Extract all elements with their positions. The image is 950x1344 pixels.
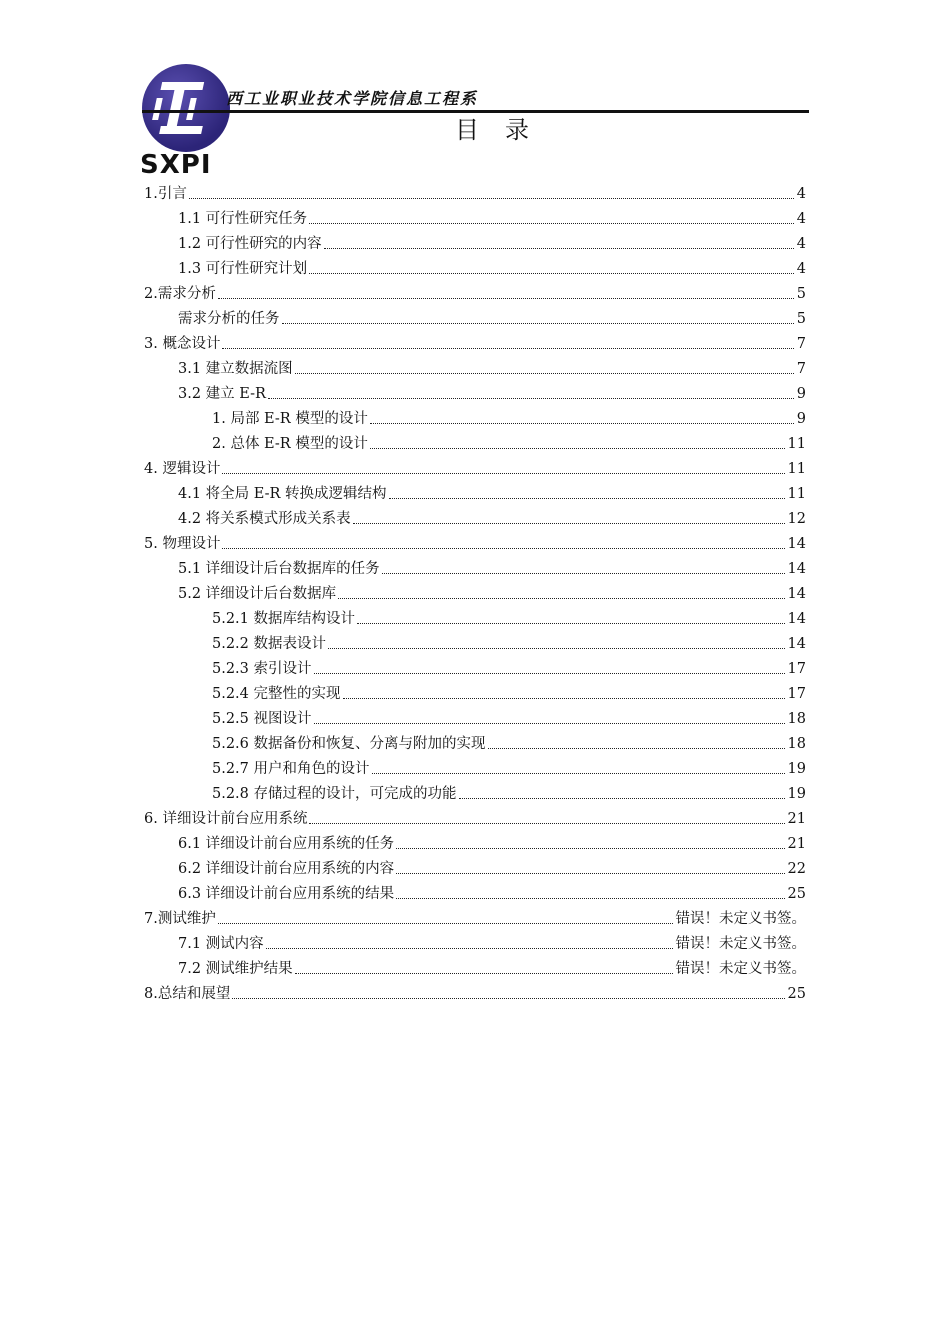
toc-leader	[232, 998, 784, 999]
toc-entry-page: 14	[787, 561, 806, 577]
toc-entry-label: 1. 局部 E-R 模型的设计	[212, 411, 368, 427]
toc-entry-page: 17	[787, 686, 806, 702]
toc-leader	[389, 498, 785, 499]
toc-entry-page: 14	[787, 536, 806, 552]
toc-leader	[328, 648, 785, 649]
toc-entry-label: 5.2.3 索引设计	[212, 661, 312, 677]
toc-entry[interactable]	[144, 457, 806, 479]
toc-leader	[314, 723, 785, 724]
toc-entry[interactable]	[212, 757, 806, 779]
toc-entry-label: 2.需求分析	[144, 286, 216, 302]
toc-entry-page: 14	[787, 636, 806, 652]
toc-entry-label: 1.1 可行性研究任务	[178, 211, 308, 227]
toc-entry[interactable]	[178, 582, 806, 604]
toc-entry-page: 19	[787, 761, 806, 777]
toc-entry-page: 14	[787, 586, 806, 602]
toc-entry-label: 1.2 可行性研究的内容	[178, 236, 322, 252]
toc-entry[interactable]	[178, 507, 806, 529]
toc-entry-page: 18	[787, 711, 806, 727]
toc-entry[interactable]	[178, 832, 806, 854]
toc-entry-page: 错误！未定义书签。	[675, 936, 806, 952]
toc-leader	[189, 198, 794, 199]
toc-leader	[396, 898, 784, 899]
toc-leader	[266, 948, 673, 949]
toc-entry-page: 5	[796, 286, 806, 302]
toc-entry[interactable]	[178, 857, 806, 879]
toc-entry-label: 5.2.4 完整性的实现	[212, 686, 341, 702]
toc-entry-page: 错误！未定义书签。	[675, 961, 806, 977]
toc-entry[interactable]	[178, 357, 806, 379]
toc-leader	[218, 923, 673, 924]
toc-entry-page: 14	[787, 611, 806, 627]
toc-leader	[324, 248, 794, 249]
toc-leader	[218, 298, 794, 299]
toc-entry-label: 6.1 详细设计前台应用系统的任务	[178, 836, 395, 852]
toc-leader	[222, 473, 784, 474]
toc-entry[interactable]	[144, 532, 806, 554]
toc-entry[interactable]	[212, 732, 806, 754]
toc-entry-label: 5.2.5 视图设计	[212, 711, 312, 727]
toc-entry-label: 5.2.8 存储过程的设计，可完成的功能	[212, 786, 457, 802]
toc-entry-page: 25	[787, 886, 806, 902]
toc-entry-label: 2. 总体 E-R 模型的设计	[212, 436, 368, 452]
toc-leader	[382, 573, 785, 574]
toc-entry-label: 5.2 详细设计后台数据库	[178, 586, 337, 602]
toc-entry-label: 8.总结和展望	[144, 986, 231, 1002]
toc-entry-label: 3.2 建立 E-R	[178, 386, 266, 402]
toc-leader	[222, 348, 793, 349]
toc-entry[interactable]	[212, 707, 806, 729]
toc-entry-label: 7.1 测试内容	[178, 936, 264, 952]
toc-entry[interactable]	[144, 332, 806, 354]
toc-entry-page: 4	[796, 211, 806, 227]
toc-entry-page: 7	[796, 361, 806, 377]
toc-entry[interactable]	[178, 932, 806, 954]
toc-leader	[309, 273, 794, 274]
toc-leader	[459, 798, 785, 799]
toc-leader	[268, 398, 794, 399]
toc-leader	[309, 823, 784, 824]
toc-leader	[309, 223, 794, 224]
toc-entry[interactable]	[212, 782, 806, 804]
toc-entry-page: 11	[787, 461, 806, 477]
toc-entry-page: 11	[787, 486, 806, 502]
toc-entry[interactable]	[212, 632, 806, 654]
toc-entry-page: 错误！未定义书签。	[675, 911, 806, 927]
toc-entry[interactable]	[144, 982, 806, 1004]
logo-text: SXPI	[140, 150, 212, 180]
toc-entry-label: 4. 逻辑设计	[144, 461, 221, 477]
toc-entry-page: 12	[787, 511, 806, 527]
toc-leader	[222, 548, 784, 549]
toc-entry[interactable]	[212, 657, 806, 679]
toc-entry[interactable]	[178, 257, 806, 279]
toc-entry-label: 3.1 建立数据流图	[178, 361, 293, 377]
toc-entry-label: 5.2.2 数据表设计	[212, 636, 327, 652]
toc-entry-page: 7	[796, 336, 806, 352]
toc-entry-page: 21	[787, 811, 806, 827]
toc-entry-label: 1.3 可行性研究计划	[178, 261, 308, 277]
toc-entry-page: 25	[787, 986, 806, 1002]
toc-entry[interactable]	[178, 882, 806, 904]
toc-entry[interactable]	[212, 407, 806, 429]
toc-entry-label: 5.1 详细设计后台数据库的任务	[178, 561, 380, 577]
toc-leader	[282, 323, 794, 324]
toc-leader	[343, 698, 785, 699]
toc-entry-label: 需求分析的任务	[178, 311, 280, 327]
toc-leader	[353, 523, 785, 524]
institution-name: 西工业职业技术学院信息工程系	[226, 89, 479, 108]
toc-leader	[370, 423, 794, 424]
toc-entry-page: 18	[787, 736, 806, 752]
toc-entry-label: 5.2.6 数据备份和恢复、分离与附加的实现	[212, 736, 486, 752]
toc-leader	[372, 773, 785, 774]
toc-entry-label: 5.2.7 用户和角色的设计	[212, 761, 370, 777]
toc-entry-label: 7.2 测试维护结果	[178, 961, 293, 977]
toc-entry[interactable]	[144, 282, 806, 304]
toc-title: 目录	[455, 116, 555, 144]
toc-entry-label: 5.2.1 数据库结构设计	[212, 611, 356, 627]
toc-entry[interactable]	[178, 482, 806, 504]
toc-entry-label: 3. 概念设计	[144, 336, 221, 352]
toc-entry[interactable]	[178, 232, 806, 254]
toc-leader	[295, 373, 794, 374]
toc-entry-label: 6. 详细设计前台应用系统	[144, 811, 308, 827]
toc-entry[interactable]	[178, 557, 806, 579]
toc-entry[interactable]	[178, 382, 806, 404]
toc-entry[interactable]	[144, 182, 806, 204]
toc-entry-page: 4	[796, 261, 806, 277]
toc-entry[interactable]	[144, 907, 806, 929]
toc-entry-page: 17	[787, 661, 806, 677]
toc-entry-page: 9	[796, 411, 806, 427]
toc-entry-label: 4.2 将关系模式形成关系表	[178, 511, 351, 527]
toc-entry[interactable]	[144, 807, 806, 829]
toc-entry-label: 7.测试维护	[144, 911, 216, 927]
toc-leader	[488, 748, 785, 749]
toc-leader	[396, 873, 784, 874]
toc-entry-label: 6.3 详细设计前台应用系统的结果	[178, 886, 395, 902]
toc-entry[interactable]	[212, 432, 806, 454]
toc-leader	[338, 598, 784, 599]
toc-entry[interactable]	[178, 957, 806, 979]
toc-entry-label: 1.引言	[144, 186, 187, 202]
toc-entry-label: 6.2 详细设计前台应用系统的内容	[178, 861, 395, 877]
toc-entry-page: 11	[787, 436, 806, 452]
toc-entry[interactable]	[178, 307, 806, 329]
toc-entry-label: 4.1 将全局 E-R 转换成逻辑结构	[178, 486, 387, 502]
toc-entry-page: 9	[796, 386, 806, 402]
toc-leader	[396, 848, 784, 849]
toc-leader	[370, 448, 785, 449]
toc-entry-page: 4	[796, 236, 806, 252]
toc-leader	[357, 623, 785, 624]
toc-entry[interactable]	[212, 682, 806, 704]
toc-entry-label: 5. 物理设计	[144, 536, 221, 552]
toc-leader	[295, 973, 673, 974]
toc-leader	[314, 673, 785, 674]
toc-entry[interactable]	[178, 207, 806, 229]
toc-entry-page: 19	[787, 786, 806, 802]
toc-entry-page: 21	[787, 836, 806, 852]
toc-entry-page: 4	[796, 186, 806, 202]
toc-entry[interactable]	[212, 607, 806, 629]
toc-entry-page: 5	[796, 311, 806, 327]
toc-entry-page: 22	[787, 861, 806, 877]
